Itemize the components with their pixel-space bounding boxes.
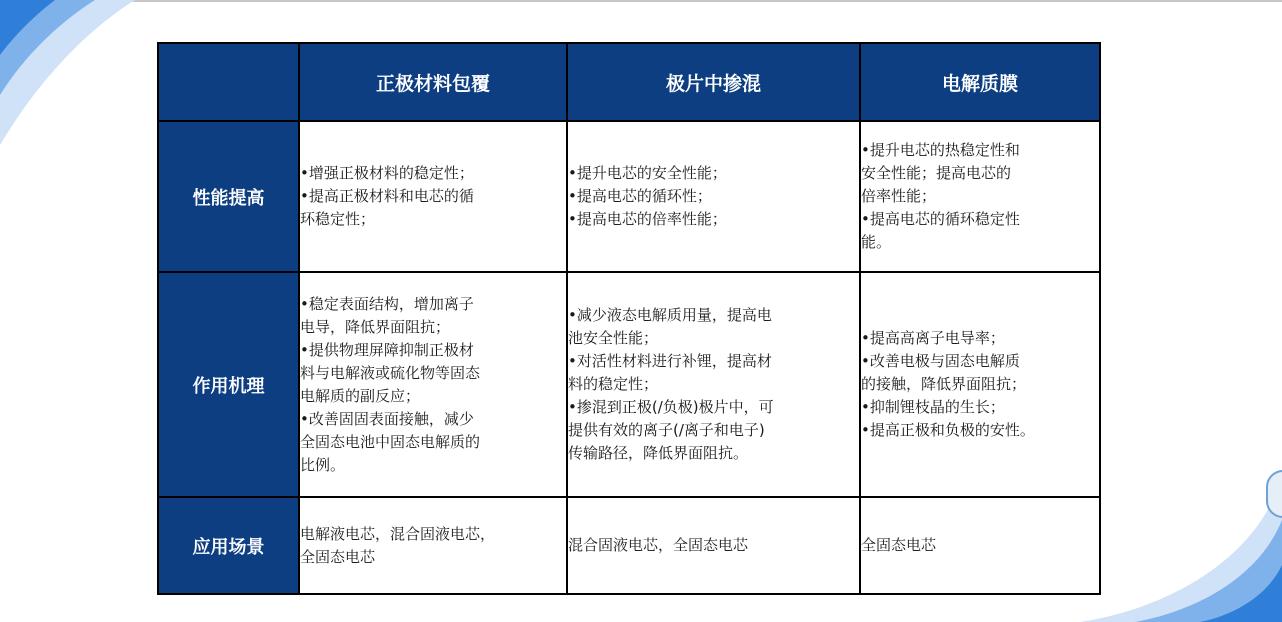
cell-mechanism-mixing (567, 272, 860, 497)
cell-line: •改善电极与固态电解质 (861, 352, 1020, 370)
cell-line: •提高电芯的倍率性能； (568, 210, 727, 228)
table-row-mechanism (158, 272, 1100, 497)
header-electrode-mixing: 极片中掺混 (567, 43, 860, 121)
cell-line: 池安全性能； (568, 329, 659, 347)
cell-line: •抑制锂枝晶的生长； (861, 398, 1005, 416)
table-row-application (158, 497, 1100, 594)
cell-application-mixing (567, 497, 860, 594)
cell-line: 环稳定性； (300, 210, 376, 228)
cell-line: 安全性能；提高电芯的 (861, 164, 1012, 182)
cell-line: •增强正极材料的稳定性； (300, 164, 474, 182)
cell-line: 全固态电芯 (300, 547, 376, 566)
cell-line: 的接触，降低界面阻抗； (861, 375, 1027, 393)
cell-line: •提高正极材料和电芯的循 (300, 187, 474, 205)
cell-line: •提高高离子电导率； (861, 329, 1005, 347)
cell-line: 全固态电芯 (861, 536, 937, 554)
top-divider-line (0, 0, 1282, 2)
cell-mechanism-membrane (860, 272, 1100, 497)
cell-line: 倍率性能； (861, 187, 937, 205)
cell-line: •减少液态电解质用量，提高电 (568, 306, 772, 324)
decorative-swoosh-top-left (0, 0, 150, 150)
cell-line: •提高正极和负极的安性。 (861, 421, 1035, 439)
row-label-mechanism: 作用机理 (158, 272, 299, 497)
cell-line: 混合固液电芯，全固态电芯 (568, 536, 749, 554)
cell-line: 全固态电池中固态电解质的 (300, 432, 481, 451)
cell-line: •改善固固表面接触，减少 (300, 409, 474, 428)
cell-line: 电导，降低界面阻抗； (300, 317, 451, 336)
table-row-performance (158, 121, 1100, 272)
cell-line: •稳定表面结构，增加离子 (300, 294, 474, 313)
cell-line: 电解液电芯，混合固液电芯， (300, 524, 496, 543)
header-cathode-coating: 正极材料包覆 (299, 43, 567, 121)
cell-line: •提供物理屏障抑制正极材 (300, 340, 474, 359)
side-handle-widget[interactable] (1266, 470, 1282, 518)
cell-performance-cathode (299, 121, 567, 272)
cell-mechanism-cathode (299, 272, 567, 497)
cell-application-membrane (860, 497, 1100, 594)
row-label-application: 应用场景 (158, 497, 299, 594)
cell-line: 料的稳定性； (568, 375, 659, 393)
cell-line: 电解质的副反应； (300, 386, 421, 405)
cell-line: •提高电芯的循环稳定性 (861, 210, 1020, 228)
row-label-performance: 性能提高 (158, 121, 299, 272)
cell-line: •掺混到正极(/负极)极片中，可 (568, 398, 774, 416)
cell-performance-mixing (567, 121, 860, 272)
cell-line: 传输路径，降低界面阻抗。 (568, 444, 749, 462)
table-header-row (158, 43, 1100, 121)
cell-line: 提供有效的离子(/离子和电子) (568, 421, 765, 439)
header-electrolyte-membrane: 电解质膜 (860, 43, 1100, 121)
cell-line: •提升电芯的安全性能； (568, 164, 727, 182)
cell-line: •提高电芯的循环性； (568, 187, 712, 205)
cell-performance-membrane (860, 121, 1100, 272)
cell-application-cathode (299, 497, 567, 594)
cell-line: 能。 (861, 233, 892, 251)
header-corner-cell (158, 43, 299, 121)
cell-line: •对活性材料进行补锂，提高材 (568, 352, 772, 370)
cell-line: 比例。 (300, 455, 346, 474)
cell-line: •提升电芯的热稳定性和 (861, 141, 1020, 159)
cell-line: 料与电解液或硫化物等固态 (300, 363, 481, 382)
comparison-table (157, 42, 1101, 595)
